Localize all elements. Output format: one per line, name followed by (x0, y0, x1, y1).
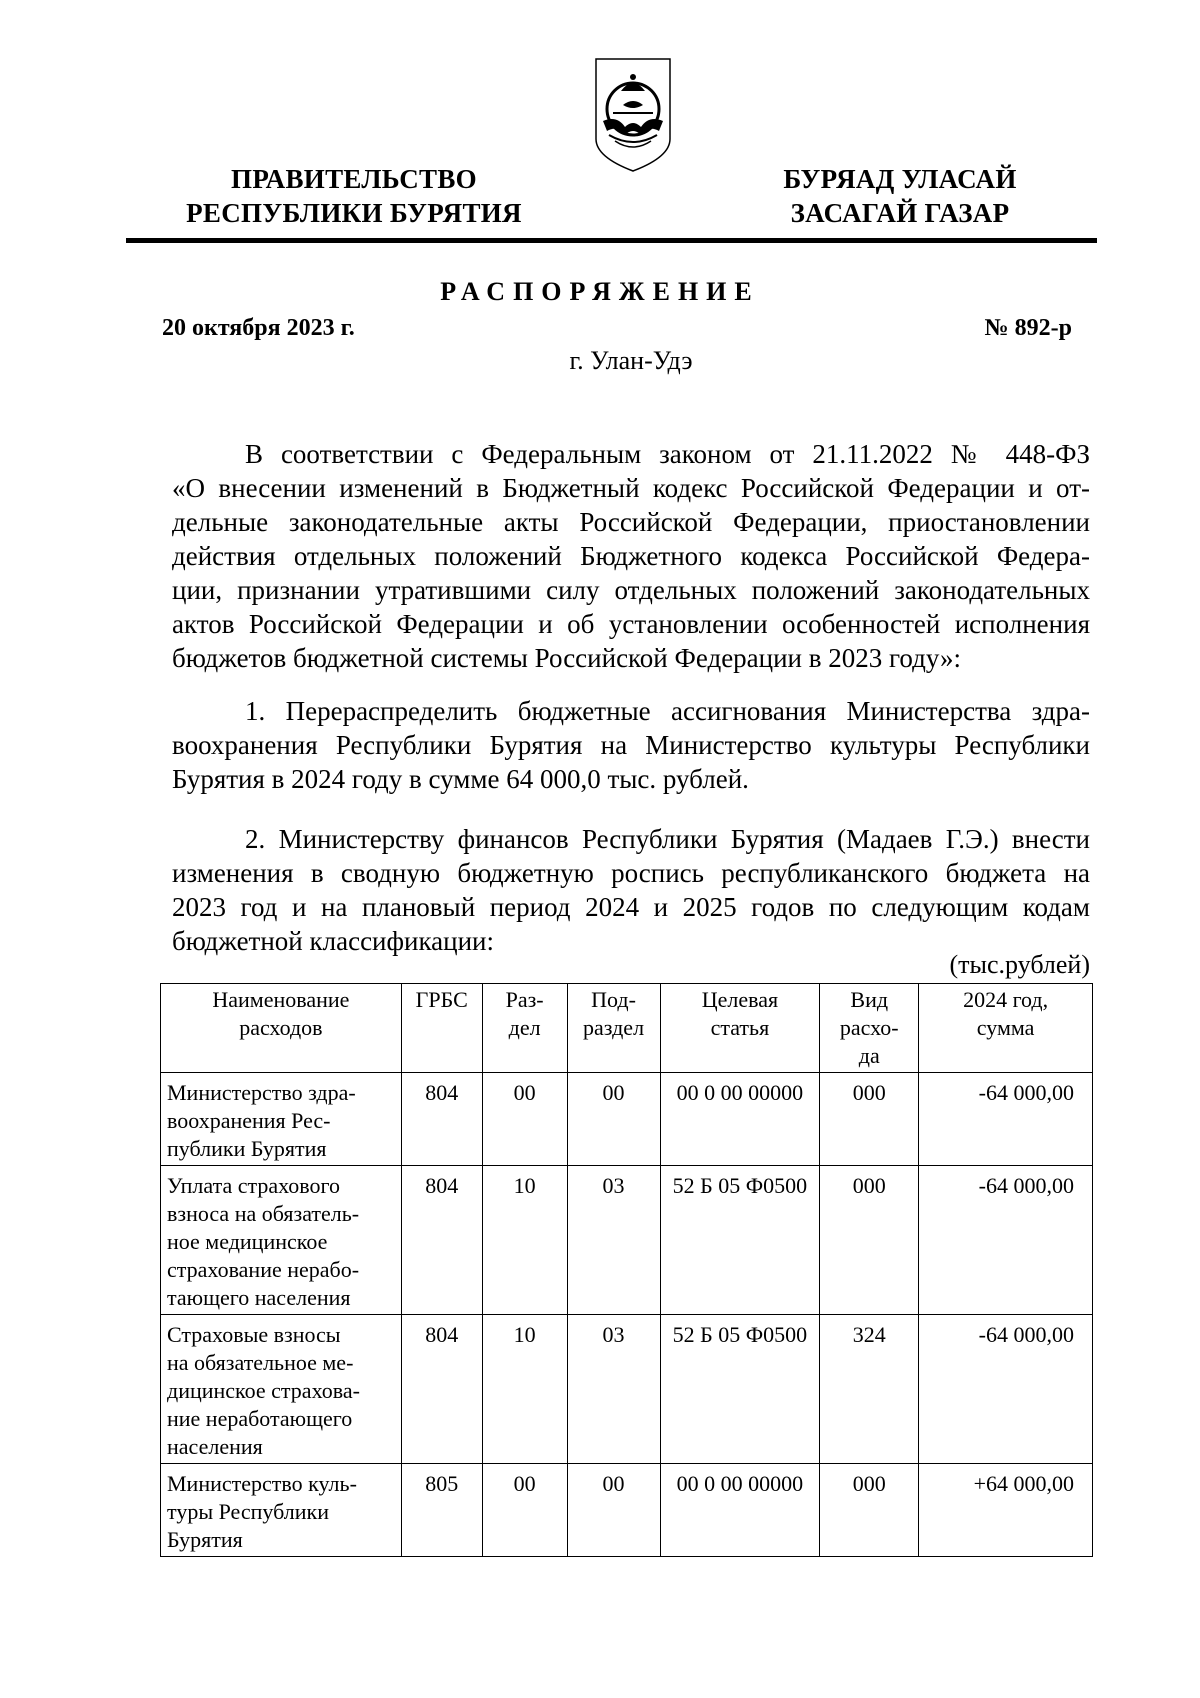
header-subsection: Под- раздел (567, 984, 660, 1073)
cell-type: 000 (820, 1073, 919, 1166)
cell-name: Министерство куль- туры Республики Бурятия (161, 1464, 402, 1557)
cell-section: 10 (482, 1315, 567, 1464)
cell-type: 000 (820, 1464, 919, 1557)
table-header-row (161, 984, 1093, 1073)
document-city: г. Улан-Удэ (569, 346, 693, 375)
cell-name: Страховые взносы на обязательное ме- дицинское страхова- ние неработающего населения (161, 1315, 402, 1464)
item-2-paragraph (172, 822, 1090, 958)
text-line: актов Российской Федерации и об установлении особенностей исполнения (172, 609, 1090, 639)
cell-subsection: 00 (567, 1464, 660, 1557)
document-date: 20 октября 2023 г. (162, 315, 355, 341)
cell-grbs: 804 (401, 1073, 482, 1166)
text-line: действия отдельных положений Бюджетного кодекса Российской Федера- (172, 541, 1090, 571)
cell-target: 52 Б 05 Ф0500 (660, 1166, 820, 1315)
text-line: ции, признании утратившими силу отдельных положений законодательных (172, 575, 1090, 605)
intro-paragraph (172, 437, 1090, 675)
cell-target: 00 0 00 00000 (660, 1073, 820, 1166)
cell-type: 324 (820, 1315, 919, 1464)
coat-of-arms-icon (593, 57, 673, 173)
text-line: Бурятия в 2024 году в сумме 64 000,0 тыс. рублей. (172, 764, 749, 794)
cell-section: 10 (482, 1166, 567, 1315)
text-line: «О внесении изменений в Бюджетный кодекс Российской Федерации и от- (172, 473, 1090, 503)
cell-name: Уплата страхового взноса на обязатель- ное медицинское страхование нерабо- тающего населения (161, 1166, 402, 1315)
cell-section: 00 (482, 1464, 567, 1557)
header-sum: 2024 год, сумма (919, 984, 1093, 1073)
cell-sum: -64 000,00 (919, 1166, 1093, 1315)
cell-sum: -64 000,00 (919, 1073, 1093, 1166)
header-right-line1: БУРЯАД УЛАСАЙ (783, 164, 1017, 194)
header-target: Целевая статья (660, 984, 820, 1073)
cell-sum: +64 000,00 (919, 1464, 1093, 1557)
government-name-russian (170, 162, 538, 230)
cell-type: 000 (820, 1166, 919, 1315)
cell-target: 52 Б 05 Ф0500 (660, 1315, 820, 1464)
cell-target: 00 0 00 00000 (660, 1464, 820, 1557)
cell-subsection: 03 (567, 1166, 660, 1315)
text-line: воохранения Республики Бурятия на Министерство культуры Республики (172, 730, 1090, 760)
table-row (161, 1166, 1093, 1315)
text-line: 1. Перераспределить бюджетные ассигнования Министерства здра- (245, 696, 1090, 726)
item-1-paragraph (172, 694, 1090, 796)
table-row (161, 1464, 1093, 1557)
cell-grbs: 804 (401, 1315, 482, 1464)
cell-subsection: 00 (567, 1073, 660, 1166)
cell-grbs: 805 (401, 1464, 482, 1557)
budget-table (160, 983, 1093, 1557)
text-line: 2. Министерству финансов Республики Бурятия (Мадаев Г.Э.) внести (245, 824, 1090, 854)
document-number: № 892-р (984, 315, 1072, 341)
government-name-buryat (765, 162, 1035, 230)
table-row (161, 1315, 1093, 1464)
table-row (161, 1073, 1093, 1166)
text-line: В соответствии с Федеральным законом от 21.11.2022 № 448-ФЗ (245, 439, 1090, 469)
header-section: Раз- дел (482, 984, 567, 1073)
header-left-line1: ПРАВИТЕЛЬСТВО (231, 164, 477, 194)
document-title: РАСПОРЯЖЕНИЕ (440, 277, 760, 306)
header-grbs: ГРБС (401, 984, 482, 1073)
text-line: дельные законодательные акты Российской Федерации, приостановлении (172, 507, 1090, 537)
text-line: бюджетов бюджетной системы Российской Федерации в 2023 году»: (172, 643, 962, 673)
cell-grbs: 804 (401, 1166, 482, 1315)
text-line: изменения в сводную бюджетную роспись республиканского бюджета на (172, 858, 1090, 888)
header-divider (126, 238, 1097, 243)
text-line: бюджетной классификации: (172, 926, 494, 956)
cell-subsection: 03 (567, 1315, 660, 1464)
cell-sum: -64 000,00 (919, 1315, 1093, 1464)
text-line: 2023 год и на плановый период 2024 и 2025 годов по следующим кодам (172, 892, 1090, 922)
header-type: Вид расхо- да (820, 984, 919, 1073)
header-name: Наименование расходов (161, 984, 402, 1073)
header-right-line2: ЗАСАГАЙ ГАЗАР (790, 198, 1010, 228)
table-unit: (тыс.рублей) (949, 950, 1090, 979)
header-left-line2: РЕСПУБЛИКИ БУРЯТИЯ (186, 198, 522, 228)
cell-section: 00 (482, 1073, 567, 1166)
cell-name: Министерство здра- воохранения Рес- публики Бурятия (161, 1073, 402, 1166)
